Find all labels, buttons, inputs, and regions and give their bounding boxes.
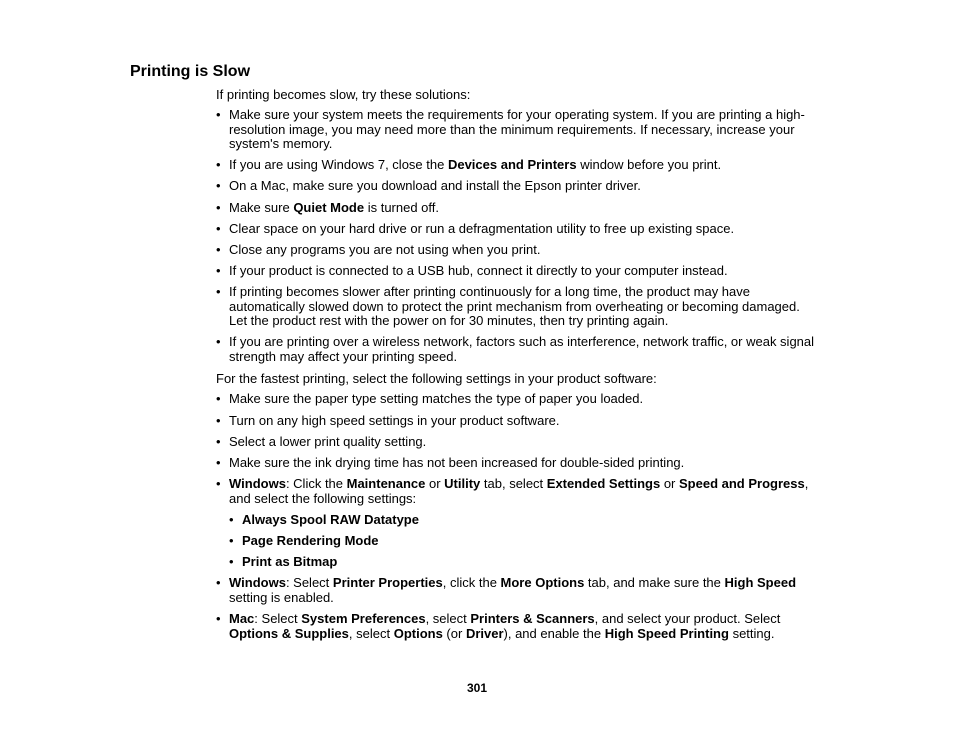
bullet: • [229,554,234,569]
bullet: • [216,107,221,122]
fastest-intro-text: For the fastest printing, select the following settings in your product software: [216,371,657,386]
list-item-text: Make sure your system meets the requirements for your operating system. If you are printing a high-resolution image, you may need more than the minimum requirements. If necessary, increase your system's memory. [229,107,805,151]
bullet: • [216,455,221,470]
list-item [216,456,826,471]
page-number: 301 [466,681,488,695]
list-item [216,108,814,152]
list-item-text: Close any programs you are not using when you print. [229,242,541,257]
list-item-text: Make sure Quiet Mode is turned off. [229,200,440,215]
list-item-text: If you are using Windows 7, close the Devices and Printers window before you print. [229,157,722,172]
section-heading: Printing is Slow [130,63,251,80]
intro-text: If printing becomes slow, try these solutions: [216,87,471,102]
list-item [216,285,816,329]
list-item [216,243,826,258]
bullet: • [216,263,221,278]
bullet: • [216,178,221,193]
sub-list-item-text: Page Rendering Mode [242,533,379,548]
bullet: • [216,611,221,626]
sub-list-item [229,513,809,528]
list-item [216,222,826,237]
list-item [216,392,826,407]
sub-list-item [229,534,809,549]
sub-list-item [229,555,809,570]
bullet: • [229,533,234,548]
list-item [216,576,816,605]
list-item [216,158,826,173]
list-item-text: Clear space on your hard drive or run a defragmentation utility to free up existing space. [229,221,735,236]
bullet: • [216,575,221,590]
bullet: • [216,413,221,428]
list-item-text: On a Mac, make sure you download and install the Epson printer driver. [229,178,641,193]
list-item [216,414,826,429]
list-item [216,201,826,216]
bullet: • [216,242,221,257]
list-item [216,612,796,641]
bullet: • [216,284,221,299]
list-item-text: Mac: Select System Preferences, select Printers & Scanners, and select your product. Select Options & Supplies, select Options (or Driver), and enable the High Speed Printing setting. [229,611,781,641]
sub-list-item-text: Print as Bitmap [242,554,338,569]
list-item-text: Windows: Select Printer Properties, click the More Options tab, and make sure the High Speed setting is enabled. [229,575,797,605]
list-item [216,335,826,364]
list-item [216,477,822,506]
bullet: • [216,157,221,172]
list-item [216,435,826,450]
bullet: • [216,434,221,449]
list-item-text: Make sure the paper type setting matches the type of paper you loaded. [229,391,644,406]
sub-list-item-text: Always Spool RAW Datatype [242,512,419,527]
list-item [216,179,826,194]
bullet: • [216,476,221,491]
bullet: • [216,200,221,215]
bullet: • [229,512,234,527]
list-item-text: If you are printing over a wireless network, factors such as interference, network traffic, or weak signal strength may affect your printing speed. [229,334,815,364]
list-item-text: Turn on any high speed settings in your product software. [229,413,560,428]
list-item-text: Make sure the ink drying time has not been increased for double-sided printing. [229,455,685,470]
list-item [216,264,826,279]
bullet: • [216,391,221,406]
list-item-text: If printing becomes slower after printing continuously for a long time, the product may have automatically slowed down to protect the print mechanism from overheating or becoming damaged. Let the product rest with the power on for 30 minutes, then try printing again. [229,284,800,328]
list-item-text: If your product is connected to a USB hub, connect it directly to your computer instead. [229,263,728,278]
list-item-text: Windows: Click the Maintenance or Utility tab, select Extended Settings or Speed and Progress, and select the following settings: [229,476,809,506]
bullet: • [216,334,221,349]
list-item-text: Select a lower print quality setting. [229,434,427,449]
bullet: • [216,221,221,236]
